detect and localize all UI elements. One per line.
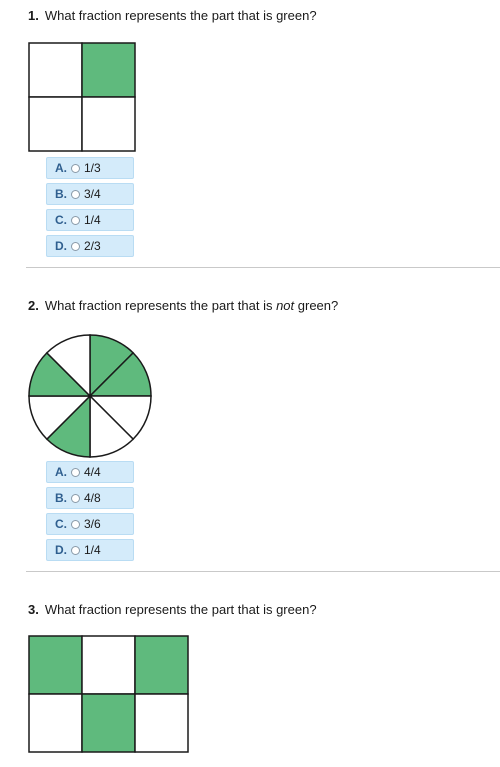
grid-cell: [29, 43, 82, 97]
answer-letter: A.: [55, 161, 67, 175]
question-number: 3.: [28, 602, 39, 617]
answer-option-b[interactable]: [46, 183, 134, 205]
rectangle-fraction-figure: [28, 635, 192, 755]
answer-letter: A.: [55, 465, 67, 479]
answer-option-a[interactable]: [46, 157, 134, 179]
grid-cell-green: [29, 636, 82, 694]
answer-value: 4/8: [84, 491, 101, 505]
answer-letter: C.: [55, 213, 67, 227]
answer-list: [46, 461, 134, 565]
question-prompt-end: green?: [294, 298, 339, 313]
answer-value: 1/4: [84, 213, 101, 227]
answer-list: [46, 157, 134, 261]
answer-option-c[interactable]: [46, 209, 134, 231]
question-prompt: What fraction represents the part that is green?: [44, 8, 317, 23]
circle-fraction-figure: [26, 332, 154, 460]
grid-cell-green: [135, 636, 188, 694]
radio-button[interactable]: [71, 468, 80, 477]
answer-letter: D.: [55, 543, 67, 557]
square-fraction-figure: [28, 42, 138, 154]
answer-option-b[interactable]: [46, 487, 134, 509]
grid-cell: [82, 636, 135, 694]
section-divider: [26, 571, 500, 572]
radio-button[interactable]: [71, 494, 80, 503]
grid-cell: [29, 97, 82, 151]
grid-cell: [29, 694, 82, 752]
radio-button[interactable]: [71, 190, 80, 199]
answer-option-a[interactable]: [46, 461, 134, 483]
question-prompt: What fraction represents the part that is green?: [44, 602, 317, 617]
question-emphasis: not: [276, 298, 295, 313]
answer-value: 1/3: [84, 161, 101, 175]
radio-button[interactable]: [71, 164, 80, 173]
grid-cell: [135, 694, 188, 752]
answer-value: 4/4: [84, 465, 101, 479]
answer-letter: C.: [55, 517, 67, 531]
answer-letter: D.: [55, 239, 67, 253]
question-2-text: [28, 298, 338, 313]
question-number: 2.: [28, 298, 39, 313]
question-3-text: [28, 602, 317, 617]
radio-button[interactable]: [71, 520, 80, 529]
question-1-text: [28, 8, 317, 23]
answer-value: 3/4: [84, 187, 101, 201]
answer-option-c[interactable]: [46, 513, 134, 535]
answer-option-d[interactable]: [46, 235, 134, 257]
radio-button[interactable]: [71, 546, 80, 555]
answer-value: 1/4: [84, 543, 101, 557]
answer-value: 2/3: [84, 239, 101, 253]
question-prompt: What fraction represents the part that is: [44, 298, 277, 313]
answer-letter: B.: [55, 187, 67, 201]
grid-cell-green: [82, 694, 135, 752]
section-divider: [26, 267, 500, 268]
grid-cell-green: [82, 43, 135, 97]
answer-letter: B.: [55, 491, 67, 505]
grid-cell: [82, 97, 135, 151]
radio-button[interactable]: [71, 242, 80, 251]
radio-button[interactable]: [71, 216, 80, 225]
question-number: 1.: [28, 8, 39, 23]
answer-value: 3/6: [84, 517, 101, 531]
answer-option-d[interactable]: [46, 539, 134, 561]
